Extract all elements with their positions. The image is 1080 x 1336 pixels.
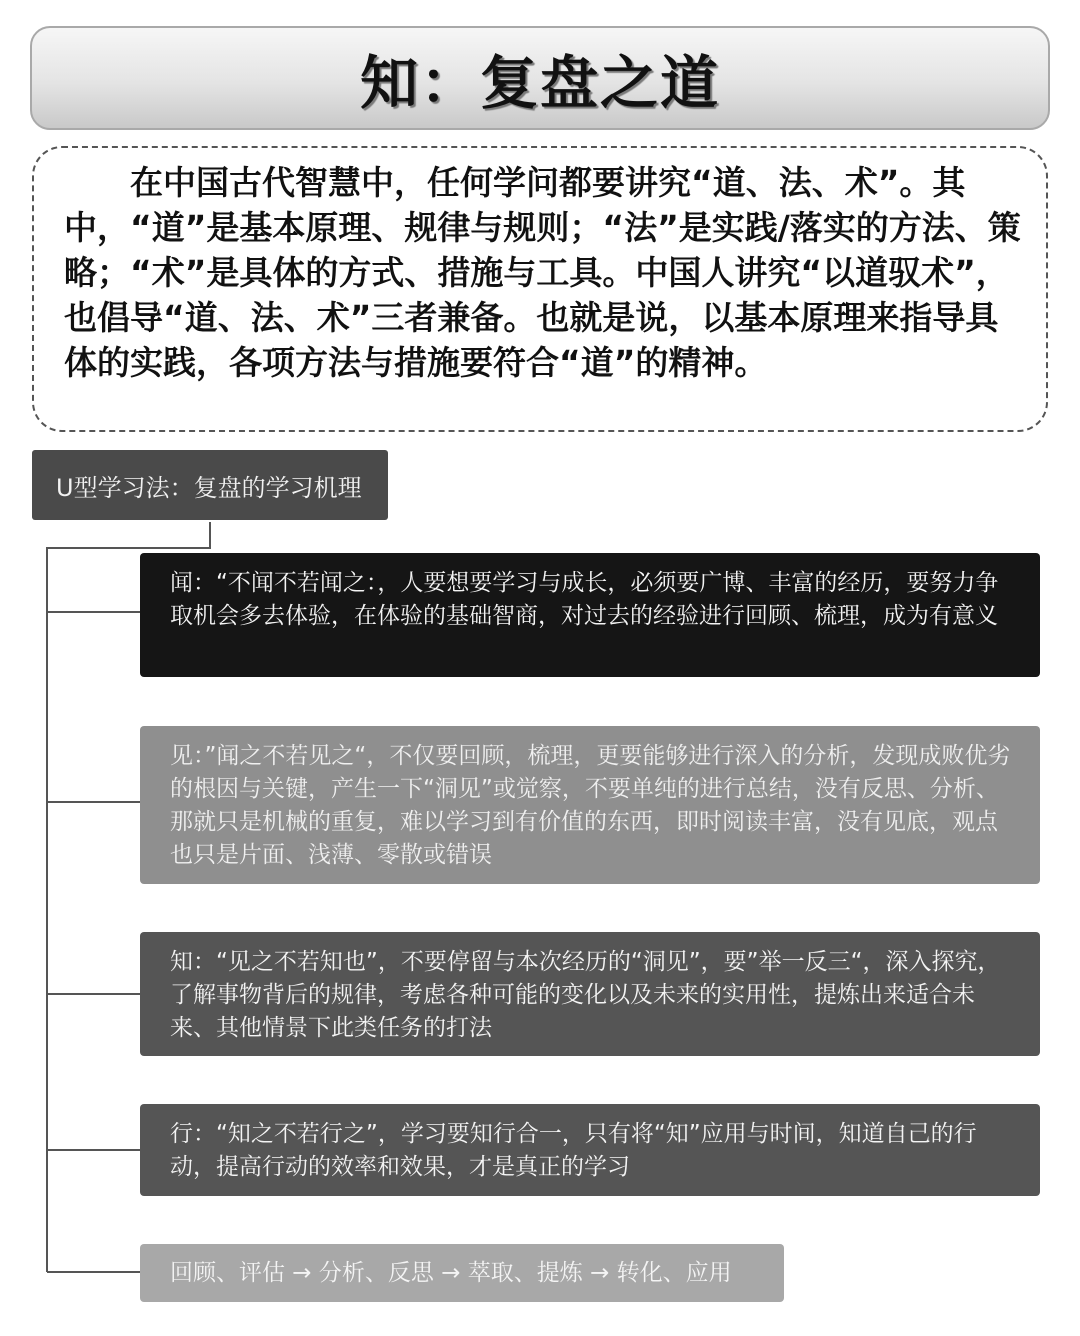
node-flow: [140, 1244, 784, 1302]
flow-label: 回顾、评估 → 分析、反思 → 萃取、提炼 → 转化、应用: [170, 1259, 732, 1286]
node-jian: 见：”闻之不若见之“，不仅要回顾，梳理，更要能够进行深入的分析，发现成败优劣的根因与关键，产生一下“洞见”或觉察，不要单纯的进行总结，没有反思、分析、那就只是机械的重复，难以学习到有价值的东西，即时阅读丰富，没有见底，观点也只是片面、浅薄、零散或错误: [140, 726, 1040, 884]
node-wen: 闻：“不闻不若闻之：，人要想要学习与成长，必须要广博、丰富的经历，要努力争取机会多去体验，在体验的基础智商，对过去的经验进行回顾、梳理，成为有意义: [140, 553, 1040, 677]
node-xing: 行：“知之不若行之”，学习要知行合一，只有将“知”应用与时间，知道自己的行动，提高行动的效率和效果，才是真正的学习: [140, 1104, 1040, 1196]
mindmap-root-label: U型学习法：复盘的学习机理: [56, 473, 362, 502]
mindmap-root-node: [32, 450, 388, 520]
node-zhi: 知：“见之不若知也”，不要停留与本次经历的“洞见”，要”举一反三“，深入探究，了解事物背后的规律，考虑各种可能的变化以及未来的实用性，提炼出来适合未来、其他情景下此类任务的打法: [140, 932, 1040, 1056]
intro-paragraph: 在中国古代智慧中，任何学问都要讲究“道、法、术”。其中，“道”是基本原理、规律与规则；“法”是实践/落实的方法、策略；“术”是具体的方式、措施与工具。中国人讲究“以道驭术”，也倡导“道、法、术”三者兼备。也就是说，以基本原理来指导具体的实践，各项方法与措施要符合“道”的精神。: [64, 163, 1021, 382]
page-title: 知：复盘之道: [359, 49, 720, 117]
